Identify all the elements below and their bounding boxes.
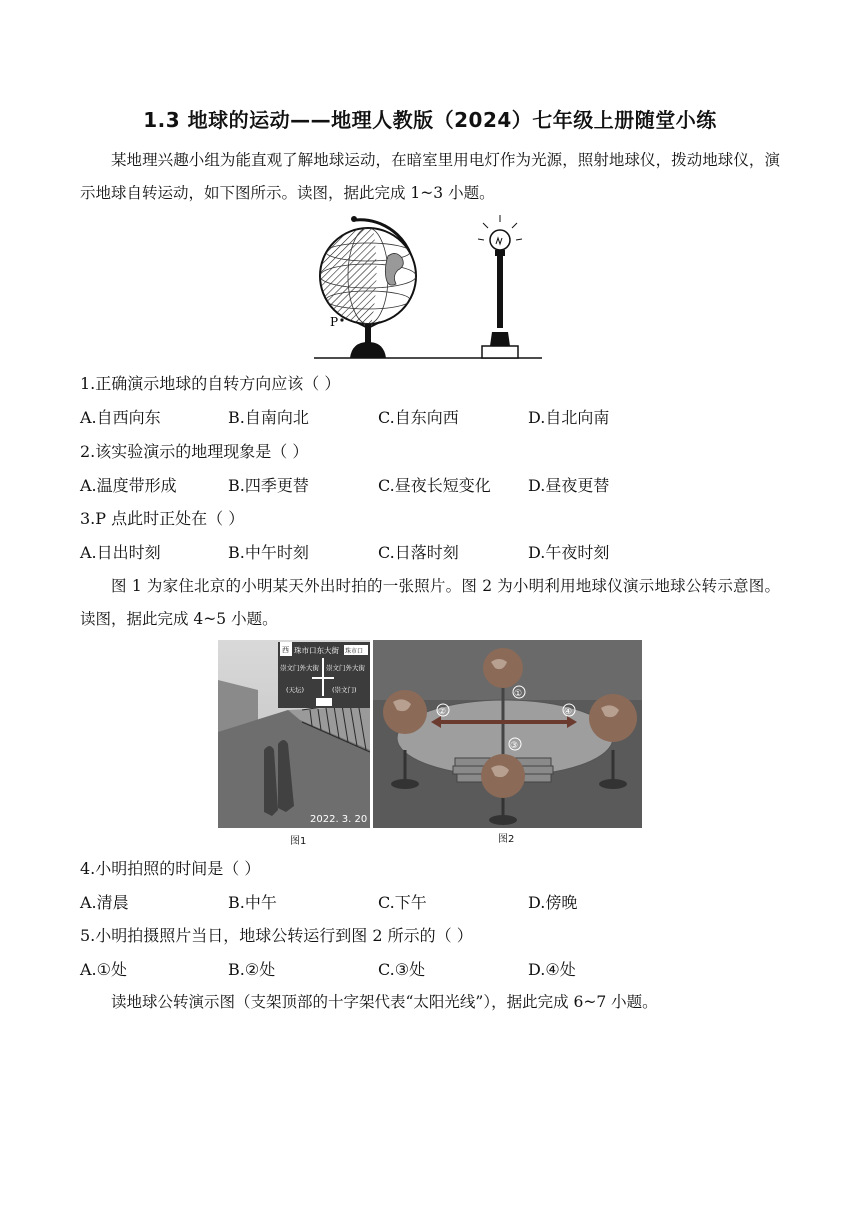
globe-axis-top [351, 216, 357, 222]
question-stem: 4.小明拍照的时间是（ ） [80, 859, 261, 878]
intro-paragraph-1: 某地理兴趣小组为能直观了解地球运动，在暗室里用电灯作为光源，照射地球仪，拨动地球仪，演示地球自转运动，如下图所示。读图，据此完成 1~3 小题。 [80, 151, 780, 202]
figure2-caption: 图2 [498, 834, 515, 845]
intro-paragraph-2: 图 1 为家住北京的小明某天外出时拍的一张照片。图 2 为小明利用地球仪演示地球公转示意图。读图，据此完成 4~5 小题。 [80, 577, 780, 628]
intro-paragraph-3: 读地球公转演示图（支架顶部的十字架代表“太阳光线”），据此完成 6~7 小题。 [111, 993, 658, 1011]
sign-top-right-text: 珠市口 [345, 648, 364, 655]
option-b: B.中午时刻 [228, 543, 309, 562]
lamp-platform [482, 346, 518, 358]
sign-left-sub: (天坛) [286, 686, 305, 694]
option-c: C.③处 [378, 960, 426, 979]
night-side [318, 222, 377, 330]
option-d: D.自北向南 [528, 408, 610, 427]
option-a: A.自西向东 [80, 408, 161, 427]
option-a: A.①处 [80, 960, 127, 979]
photo-date: 2022. 3. 20 [310, 814, 368, 825]
option-b: B.四季更替 [228, 476, 309, 495]
globe-lamp-figure [310, 212, 545, 362]
bulb-socket [495, 250, 505, 256]
option-c: C.昼夜长短变化 [378, 476, 491, 495]
option-a: A.日出时刻 [80, 543, 161, 562]
globe-base [350, 342, 386, 358]
street-photo [218, 640, 370, 828]
light-bulb [490, 230, 510, 250]
mark-1: ① [514, 689, 523, 699]
question-stem: 5.小明拍摄照片当日，地球公转运行到图 2 所示的（ ） [80, 926, 473, 945]
option-c: C.自东向西 [378, 408, 459, 427]
option-b: B.自南向北 [228, 408, 309, 427]
lamp-pole [497, 256, 503, 328]
option-d: D.傍晚 [528, 893, 578, 912]
option-c: C.下午 [378, 893, 427, 912]
question-stem: 2.该实验演示的地理现象是（ ） [80, 442, 309, 461]
figure1-caption: 图1 [290, 836, 307, 847]
option-d: D.午夜时刻 [528, 543, 610, 562]
option-d: D.昼夜更替 [528, 476, 610, 495]
option-c: C.日落时刻 [378, 543, 459, 562]
mark-2: ② [438, 707, 447, 717]
option-d: D.④处 [528, 960, 576, 979]
sign-left-text: 崇文门外大街 [280, 664, 319, 672]
option-b: B.②处 [228, 960, 276, 979]
lamp-base [490, 332, 510, 346]
page-title: 1.3 地球的运动——地理人教版（2024）七年级上册随堂小练 [143, 108, 717, 132]
mark-3: ③ [510, 741, 519, 751]
option-a: A.温度带形成 [80, 476, 177, 495]
orbit-photo [373, 640, 642, 828]
sign-right-text: 崇文门外大街 [326, 664, 365, 672]
sign-right-sub: (崇文门) [332, 686, 357, 694]
option-b: B.中午 [228, 893, 277, 912]
svg-text:西: 西 [282, 646, 289, 654]
question-stem: 1.正确演示地球的自转方向应该（ ） [80, 374, 341, 393]
lamp [478, 215, 522, 250]
point-p [340, 318, 343, 321]
sign-top-text: 珠市口东大街 [294, 646, 339, 655]
question-stem: 3.P 点此时正处在（ ） [80, 509, 245, 528]
point-p-label: P [330, 315, 339, 329]
option-a: A.清晨 [80, 893, 129, 912]
mark-4: ④ [564, 707, 573, 717]
globe-top [483, 648, 523, 688]
